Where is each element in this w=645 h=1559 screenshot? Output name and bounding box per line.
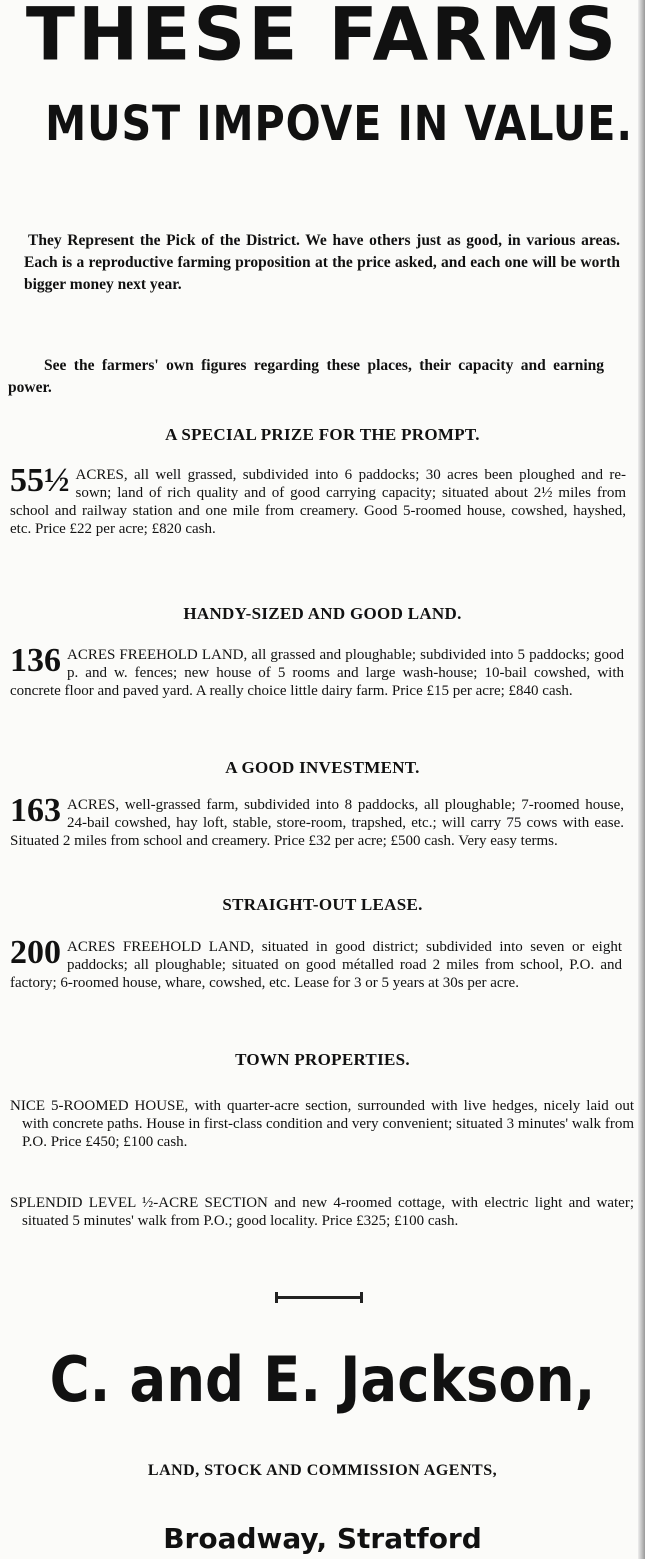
section-heading-prize: A SPECIAL PRIZE FOR THE PROMPT. (165, 425, 480, 444)
firm-tagline: LAND, STOCK AND COMMISSION AGENTS, (147, 1462, 498, 1479)
listing-55-acres (10, 462, 626, 538)
listing-description: ACRES FREEHOLD LAND, situated in good district; subdivided into seven or eight paddocks; all ploughable; situated on good métalled road 2 miles from school, P.O. and factory; 6-roomed house, whare, cowshed, etc. Lease for 3 or 5 years at 30s per acre. (10, 939, 622, 991)
section-heading-town: TOWN PROPERTIES. (235, 1050, 410, 1069)
firm-name: C. and E. Jackson, (49, 1343, 596, 1416)
listing-136-acres (10, 642, 624, 700)
listing-description: ACRES, all well grassed, subdivided into 6 paddocks; 30 acres been ploughed and re-sown; land of rich quality and of good carrying capacity; situated about 2½ miles from school and railway station and one mile from creamery. Good 5-roomed house, cowshed, hayshed, etc. Price £22 per acre; £820 cash. (10, 467, 626, 537)
listing-acreage: 55½ (10, 462, 70, 499)
town-property-section: SPLENDID LEVEL ½-ACRE SECTION and new 4-roomed cottage, with electric light and water; situated 5 minutes' walk from P.O.; good locality. Price £325; £100 cash. (10, 1195, 634, 1229)
listing-description: ACRES FREEHOLD LAND, all grassed and ploughable; subdivided into 5 paddocks; good p. and w. fences; new house of 5 rooms and large wash-house; 10-bail cowshed, with concrete floor and paved yard. A really choice little dairy farm. Price £15 per acre; £840 cash. (10, 647, 624, 699)
intro-paragraph-1 (24, 230, 620, 296)
town-property-house: NICE 5-ROOMED HOUSE, with quarter-acre section, surrounded with live hedges, nicely laid out with concrete paths. House in first-class condition and very convenient; situated 3 minutes' walk from P.O. Price £450; £100 cash. (10, 1098, 634, 1150)
intro-text-2: See the farmers' own figures regarding these places, their capacity and earning power. (8, 357, 604, 396)
listing-description: ACRES, well-grassed farm, subdivided into 8 paddocks, all ploughable; 7-roomed house, 24-bail cowshed, hay loft, stable, store-room, trapshed, etc.; will carry 75 cows with ease. Situated 2 miles from school and creamery. Price £32 per acre; £500 cash. Very easy terms. (10, 797, 624, 849)
intro-text-1: They Represent the Pick of the District. We have others just as good, in various areas. Each is a reproductive farming proposition at the price asked, and each one will be worth bigger money next year. (24, 232, 620, 293)
listing-acreage: 163 (10, 792, 61, 829)
section-heading-investment: A GOOD INVESTMENT. (225, 758, 420, 777)
headline-subtitle: MUST IMPOVE IN VALUE. (45, 96, 633, 152)
decorative-rule (278, 1296, 360, 1299)
page-edge-shadow (638, 0, 645, 1559)
listing-163-acres (10, 792, 624, 850)
listing-200-acres (10, 934, 622, 992)
listing-acreage: 200 (10, 934, 61, 971)
section-heading-handy: HANDY-SIZED AND GOOD LAND. (183, 604, 462, 623)
listing-acreage: 136 (10, 642, 61, 679)
firm-address: Broadway, Stratford (163, 1522, 482, 1555)
section-heading-lease: STRAIGHT-OUT LEASE. (222, 895, 423, 914)
intro-paragraph-2 (8, 355, 604, 399)
headline-title: THESE FARMS (25, 0, 620, 77)
